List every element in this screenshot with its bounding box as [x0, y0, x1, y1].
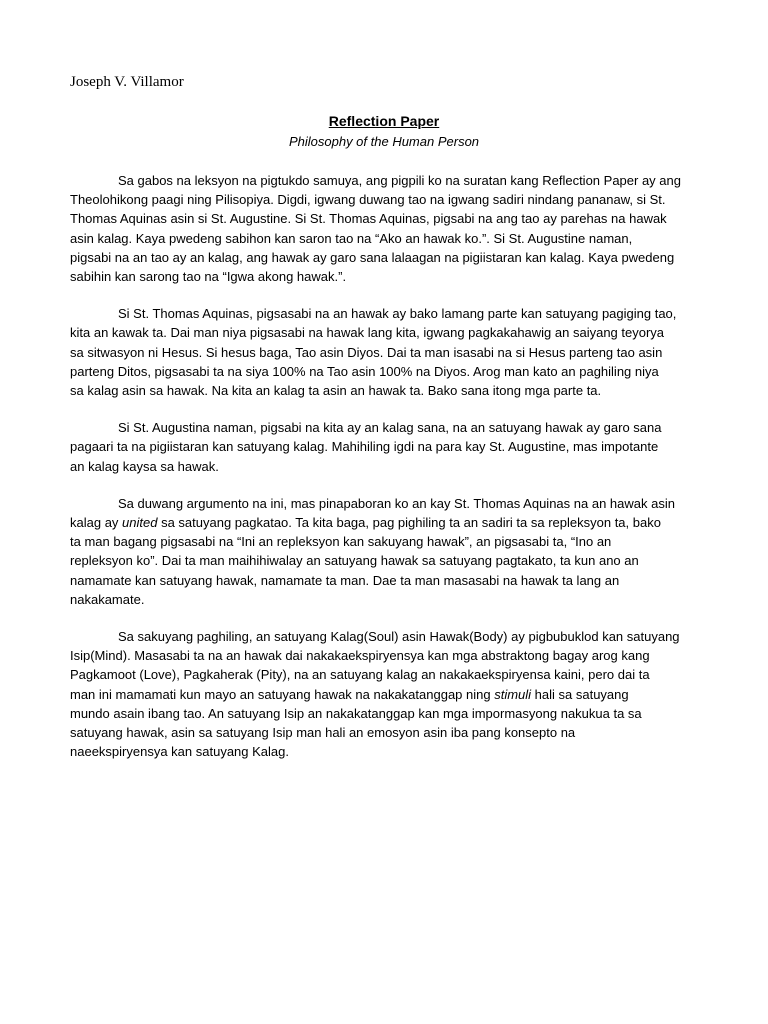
paragraph-line: ta man bagang pigsasabi na “Ini an repleksyon kan sakuyang hawak”, an pigsasabi ta, “Ino an — [70, 534, 612, 550]
paragraph-line: man ini mamamati kun mayo an satuyang hawak na nakakatanggap ning stimuli hali sa satuyang — [70, 686, 629, 702]
author-name: Joseph V. Villamor — [70, 74, 184, 90]
paragraph-line: Isip(Mind). Masasabi ta na an hawak dai nakakaekspiryensya kan mga abstraktong bagay arog kang — [70, 648, 650, 664]
paragraph-line: kalag ay united sa satuyang pagkatao. Ta kita baga, pag pighiling ta an sadiri ta sa repleksyon ta, bako — [70, 515, 661, 531]
paragraph-line: asin kalag. Kaya pwedeng sabihon kan saron tao na “Ako an hawak ko.”. Si St. Augustine naman, — [70, 230, 633, 246]
paragraph-line: repleksyon ko”. Dai ta man maihihiwalay an satuyang hawak sa satuyang pagtakato, ta kun ano an — [70, 553, 639, 569]
paragraph-line: Si St. Augustina naman, pigsabi na kita ay an kalag sana, na an satuyang hawak ay garo sana — [118, 420, 662, 436]
body-paragraph — [70, 171, 710, 286]
paragraph-line: namamate kan satuyang hawak, namamate ta man. Dae ta man masasabi na hawak ta lang an — [70, 572, 620, 588]
document-title: Reflection Paper — [328, 113, 440, 129]
paragraph-line: an kalag kaysa sa hawak. — [70, 458, 219, 474]
paragraph-line: Sa gabos na leksyon na pigtukdo samuya, ang pigpili ko na suratan kang Reflection Paper ay ang — [118, 173, 681, 188]
body-paragraph — [70, 627, 710, 761]
paragraph-line: Theolohikong paagi ning Pilisopiya. Digdi, igwang duwang tao na igwang sadiri nindang pananaw, si St. — [70, 192, 666, 208]
document-body — [70, 171, 710, 779]
paragraph-line: Pagkamoot (Love), Pagkaherak (Pity), na an satuyang kalag an nakakaekspiryensa kaini, pero dai ta — [70, 667, 650, 683]
paragraph-line: sa kalag asin sa hawak. Na kita an kalag ta asin an hawak ta. Bako sana itong mga parte ta. — [70, 383, 602, 399]
paragraph-line: kita an kawak ta. Dai man niya pigsasabi na hawak lang kita, igwang pagkakahawig an saiyang teyorya — [70, 325, 665, 341]
body-paragraph — [70, 418, 710, 476]
paragraph-line: Sa duwang argumento na ini, mas pinapaboran ko an kay St. Thomas Aquinas na an hawak asin — [118, 495, 675, 511]
paragraph-line: Si St. Thomas Aquinas, pigsasabi na an hawak ay bako lamang parte kan satuyang pagiging tao, — [118, 306, 677, 322]
paragraph-line: naeekspiryensya kan satuyang Kalag. — [70, 744, 289, 760]
paragraph-line: sa sitwasyon ni Hesus. Si hesus baga, Tao asin Diyos. Dai ta man isasabi na si Hesus parteng tao asin — [70, 344, 663, 360]
paragraph-line: parteng Ditos, pigsasabi ta na siya 100% na Tao asin 100% na Diyos. Arog man kato an paghiling niya — [70, 363, 659, 379]
paragraph-line: Thomas Aquinas asin si St. Augustine. Si St. Thomas Aquinas, pigsabi na ang tao ay parehas na hawak — [70, 211, 667, 227]
paragraph-line: Sa sakuyang paghiling, an satuyang Kalag(Soul) asin Hawak(Body) ay pigbubuklod kan satuyang — [118, 629, 680, 645]
paragraph-line: mundo asain ibang tao. An satuyang Isip an nakakatanggap kan mga impormasyong nakukua ta sa — [70, 705, 642, 721]
paragraph-line: satuyang hawak, asin sa satuyang Isip man hali an emosyon asin iba pang konsepto na — [70, 725, 576, 741]
body-paragraph — [70, 304, 710, 400]
paragraph-line: nakakamate. — [70, 591, 145, 607]
paragraph-line: pagaari ta na pigiistaran kan satuyang kalag. Mahihiling igdi na para kay St. Augustine, mas impotante — [70, 439, 659, 455]
document-subtitle: Philosophy of the Human Person — [288, 134, 480, 149]
body-paragraph — [70, 494, 710, 609]
paragraph-line: pigsabi na an tao ay an kalag, ang hawak ay garo sana lalaagan na pigiistaran kan kalag. Kaya pwedeng — [70, 249, 675, 265]
paragraph-line: sabihin kan sarong tao na “Igwa akong hawak.”. — [70, 269, 347, 285]
